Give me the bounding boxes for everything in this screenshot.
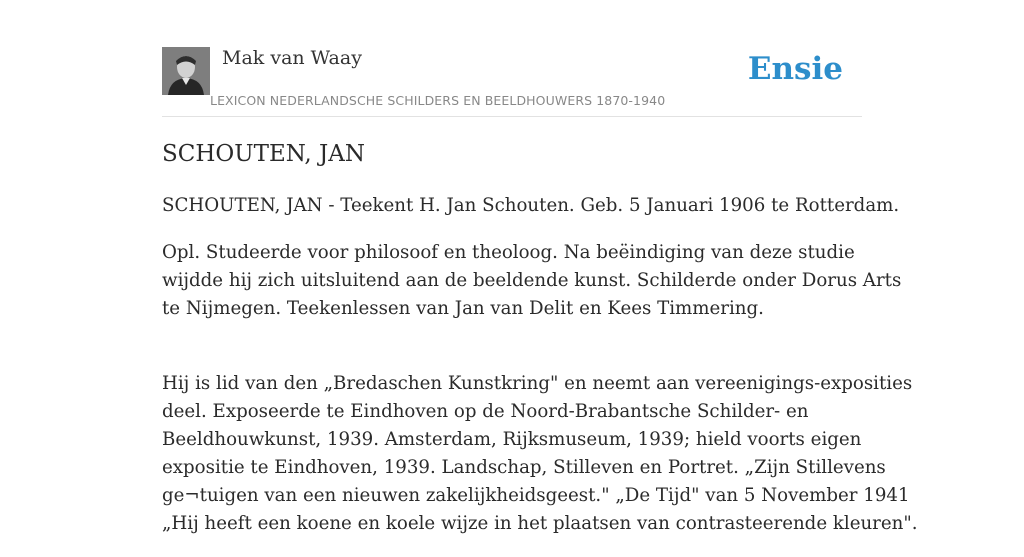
text-line: ge¬tuigen van een nieuwen zakelijkheidsgeest." „De Tijd" van 5 November 1941: [162, 485, 910, 506]
article-title: SCHOUTEN, JAN: [162, 141, 366, 167]
author-avatar[interactable]: [162, 47, 210, 95]
portrait-photo-icon: [162, 47, 210, 95]
text-line: Hij is lid van den „Bredaschen Kunstkring" en neemt aan vereenigings-exposities: [162, 373, 913, 394]
text-line: wijdde hij zich uitsluitend aan de beeldende kunst. Schilderde onder Dorus Arts: [162, 270, 902, 291]
ensie-logo[interactable]: Ensie: [747, 51, 843, 87]
text-line: Beeldhouwkunst, 1939. Amsterdam, Rijksmuseum, 1939; hield voorts eigen: [162, 429, 862, 450]
article-paragraph-2: [162, 370, 918, 538]
paragraph-spacer: [162, 342, 882, 370]
text-line: expositie te Eindhoven, 1939. Landschap, Stilleven en Portret. „Zijn Stillevens: [162, 457, 886, 478]
text-line: „Hij heeft een koene en koele wijze in het plaatsen van contrasteerende kleuren".: [162, 513, 918, 534]
publication-name[interactable]: LEXICON NEDERLANDSCHE SCHILDERS EN BEELDHOUWERS 1870-1940: [210, 93, 666, 108]
text-line: deel. Exposeerde te Eindhoven op de Noord-Brabantsche Schilder- en: [162, 401, 809, 422]
page-header: [162, 0, 862, 117]
text-line: Opl. Studeerde voor philosoof en theoloog. Na beëindiging van deze studie: [162, 242, 855, 263]
article-paragraph-1: [162, 239, 902, 323]
text-line: te Nijmegen. Teekenlessen van Jan van Delit en Kees Timmering.: [162, 298, 764, 319]
article-intro: SCHOUTEN, JAN - Teekent H. Jan Schouten. Geb. 5 Januari 1906 te Rotterdam.: [162, 195, 900, 216]
author-name[interactable]: Mak van Waay: [222, 47, 362, 69]
article-body: [162, 192, 918, 557]
